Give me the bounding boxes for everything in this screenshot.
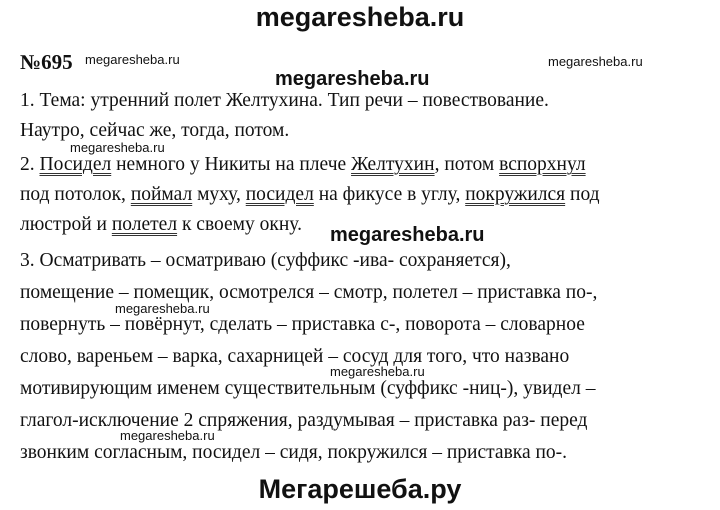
paragraph-3-line: помещение – помещик, осмотрелся – смотр, полетел – приставка по-,: [20, 282, 598, 303]
predicate-word: посидел: [245, 184, 314, 205]
text-fragment: муху,: [192, 184, 246, 205]
paragraph-2-line-2: [20, 183, 600, 207]
predicate-word: поймал: [130, 184, 193, 205]
paragraph-1-line-1: 1. Тема: утренний полет Желтухина. Тип речи – повествование.: [20, 90, 549, 111]
subject-word: Желтухин: [351, 154, 435, 175]
text-fragment: к своему окну.: [177, 214, 302, 235]
text-fragment: под потолок,: [20, 184, 131, 205]
text-fragment: люстрой и: [20, 214, 112, 235]
text-fragment: под: [565, 184, 600, 205]
paragraph-1-line-2: Наутро, сейчас же, тогда, потом.: [20, 120, 290, 141]
site-footer: Мегарешеба.ру: [258, 474, 462, 504]
watermark: megaresheba.ru: [120, 428, 215, 443]
predicate-word: покружился: [465, 184, 566, 205]
watermark: megaresheba.ru: [70, 140, 165, 155]
watermark: megaresheba.ru: [115, 301, 210, 316]
watermark: megaresheba.ru: [275, 68, 430, 90]
predicate-word: полетел: [111, 214, 178, 235]
site-header: megaresheba.ru: [255, 2, 465, 32]
watermark: megaresheba.ru: [548, 54, 643, 69]
watermark: megaresheba.ru: [330, 364, 425, 379]
paragraph-3-line: повернуть – повёрнут, сделать – приставка с-, поворота – словарное: [20, 314, 585, 335]
predicate-word: Посидел: [39, 154, 112, 175]
watermark: megaresheba.ru: [85, 52, 180, 67]
paragraph-3-line: глагол-исключение 2 спряжения, раздумывая – приставка раз- перед: [20, 410, 588, 431]
paragraph-3-line: слово, вареньем – варка, сахарницей – сосуд для того, что названо: [20, 346, 570, 367]
text-fragment: немного у Никиты на плече: [111, 154, 352, 175]
item-number: 2.: [20, 154, 40, 175]
watermark: megaresheba.ru: [330, 224, 485, 246]
paragraph-2-line-3: [20, 213, 302, 237]
paragraph-3-line: мотивирующим именем существительным (суффикс -ниц-), увидел –: [20, 378, 596, 399]
text-fragment: , потом: [434, 154, 500, 175]
paragraph-2-line-1: [20, 153, 586, 177]
paragraph-3-line: 3. Осматривать – осматриваю (суффикс -ива- сохраняется),: [20, 250, 511, 271]
task-number: №695: [20, 50, 73, 74]
text-fragment: на фикусе в углу,: [313, 184, 466, 205]
paragraph-3-line: звонким согласным, посидел – сидя, покружился – приставка по-.: [20, 442, 568, 463]
predicate-word: вспорхнул: [499, 154, 586, 175]
